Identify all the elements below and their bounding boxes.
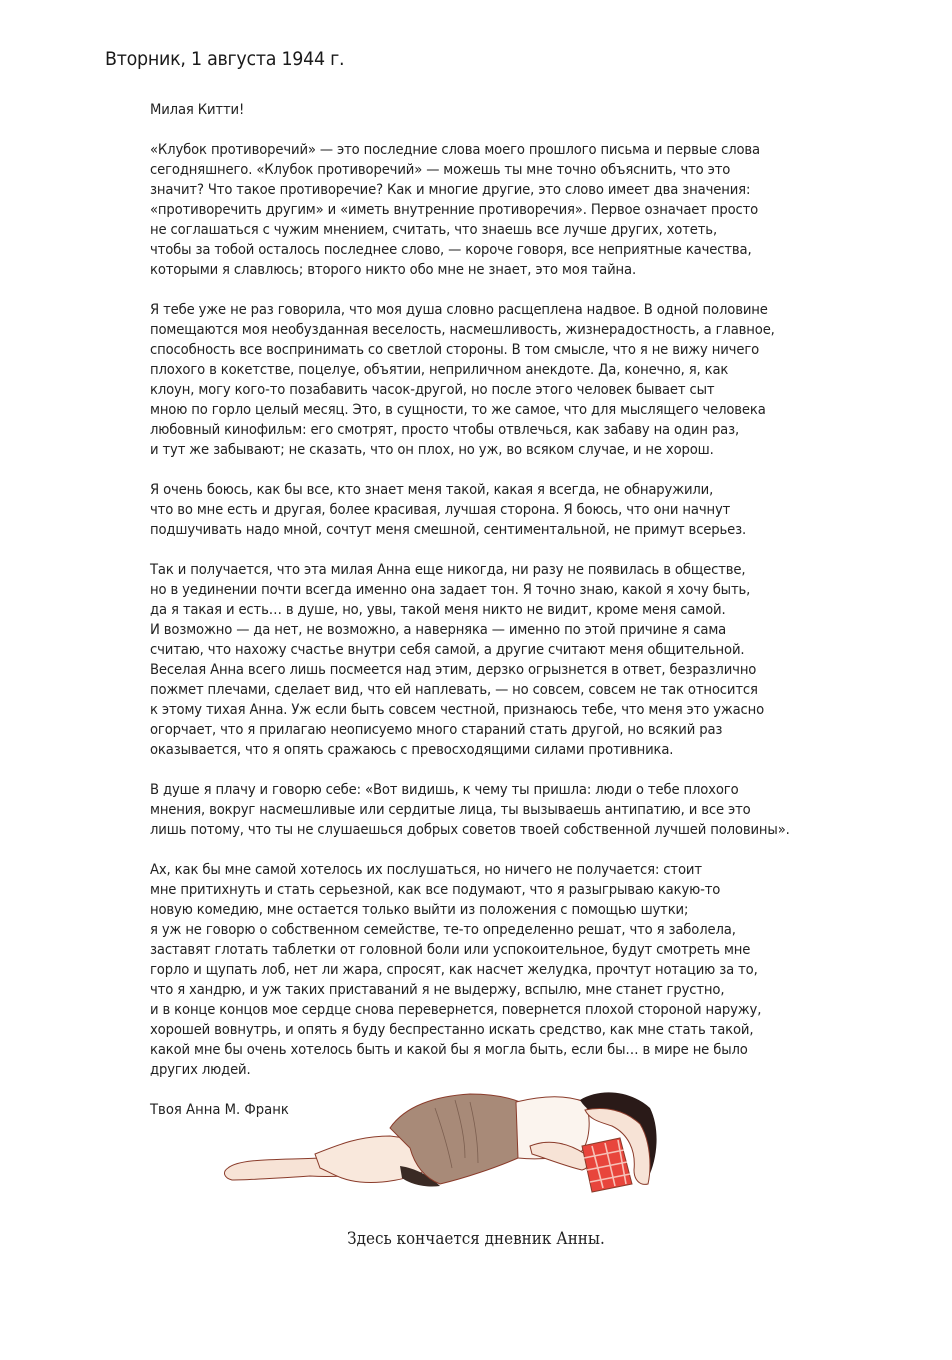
text-line: чтобы за тобой осталось последнее слово, — короче говоря, все неприятные качества, [150,242,752,258]
text-line: мне притихнуть и стать серьезной, как все подумают, что я разыгрываю какую-то [150,882,721,898]
text-line: не соглашаться с чужим мнением, считать, что знаешь все лучше других, хотеть, [150,222,718,238]
text-line: но в уединении почти всегда именно она задает тон. Я точно знаю, какой я хочу быть, [150,582,751,598]
text-line: других людей. [150,1062,251,1078]
text-line: И возможно — да нет, не возможно, а наверняка — именно по этой причине я сама [150,622,727,638]
text-line: В душе я плачу и говорю себе: «Вот видишь, к чему ты пришла: люди о тебе плохого [150,782,739,798]
text-line: плохого в кокетстве, поцелуе, объятии, неприличном анекдоте. Да, конечно, я, как [150,362,729,378]
salutation: Милая Китти! [150,102,245,118]
text-line: к этому тихая Анна. Уж если быть совсем честной, признаюсь тебе, что меня это ужасно [150,702,765,718]
text-line: что я хандрю, и уж таких приставаний я не выдержу, вспылю, мне станет грустно, [150,982,725,998]
text-line: огорчает, что я прилагаю неописуемо много стараний стать другой, но всякий раз [150,722,723,738]
text-line: какой мне бы очень хотелось быть и какой бы я могла быть, если бы… в мире не было [150,1042,748,1058]
letter-paragraphs [150,140,850,1080]
text-line: Веселая Анна всего лишь посмеется над этим, дерзко огрызнется в ответ, безразлично [150,662,757,678]
text-line: хорошей вовнутрь, и опять я буду беспрестанно искать средство, как мне стать такой, [150,1022,754,1038]
text-line: которыми я славлюсь; второго никто обо мне не знает, это моя тайна. [150,262,636,278]
text-line: Ах, как бы мне самой хотелось их послушаться, но ничего не получается: стоит [150,862,702,878]
letter-body [150,100,850,1100]
text-line: считаю, что нахожу счастье внутри себя самой, а другие считают меня общительной. [150,642,745,658]
entry-date-heading: Вторник, 1 августа 1944 г. [105,48,345,70]
text-line: я уж не говорю о собственном семействе, те-то определенно решат, что я заболела, [150,922,736,938]
signature: Твоя Анна М. Франк [150,1102,289,1118]
letter-paragraph [150,560,850,760]
text-line: пожмет плечами, сделает вид, что ей наплевать, — но совсем, совсем не так относится [150,682,758,698]
text-line: сегодняшнего. «Клубок противоречий» — можешь ты мне точно объяснить, что это [150,162,731,178]
text-line: Я тебе уже не раз говорила, что моя душа словно расщеплена надвое. В одной половине [150,302,768,318]
text-line: Я очень боюсь, как бы все, кто знает меня такой, какая я всегда, не обнаружили, [150,482,714,498]
diary-book [582,1138,632,1192]
text-line: горло и щупать лоб, нет ли жара, спросят, как насчет желудка, прочтут нотацию за то, [150,962,758,978]
text-line: помещаются моя необузданная веселость, насмешливость, жизнерадостность, а главное, [150,322,775,338]
text-line: способность все воспринимать со светлой стороны. В том смысле, что я не вижу ничего [150,342,760,358]
text-line: подшучивать надо мной, сочтут меня смешной, сентиментальной, не примут всерьез. [150,522,747,538]
text-line: и в конце концов мое сердце снова перевернется, повернется плохой стороной наружу, [150,1002,762,1018]
letter-paragraph [150,480,850,540]
letter-paragraph [150,860,850,1080]
text-line: да я такая и есть… в душе, но, увы, такой меня никто не видит, кроме меня самой. [150,602,726,618]
letter-paragraph [150,140,850,280]
girl-reading-illustration [220,1088,680,1198]
text-line: оказывается, что я опять сражаюсь с превосходящими силами противника. [150,742,674,758]
text-line: что во мне есть и другая, более красивая, лучшая сторона. Я боюсь, что они начнут [150,502,731,518]
text-line: любовный кинофильм: его смотрят, просто чтобы отвлечься, как забаву на один раз, [150,422,740,438]
letter-paragraph [150,300,850,460]
text-line: Так и получается, что эта милая Анна еще никогда, ни разу не появилась в обществе, [150,562,746,578]
text-line: лишь потому, что ты не слушаешься добрых советов твоей собственной лучшей половины». [150,822,790,838]
text-line: клоун, могу кого-то позабавить часок-другой, но после этого человек бывает сыт [150,382,715,398]
text-line: мною по горло целый месяц. Это, в сущности, то же самое, что для мыслящего человека [150,402,766,418]
text-line: значит? Что такое противоречие? Как и многие другие, это слово имеет два значения: [150,182,751,198]
text-line: заставят глотать таблетки от головной боли или успокоительное, будут смотреть мне [150,942,751,958]
text-line: мнения, вокруг насмешливые или сердитые лица, ты вызываешь антипатию, и все это [150,802,751,818]
letter-paragraph [150,780,850,840]
diary-end-caption: Здесь кончается дневник Анны. [347,1229,605,1248]
text-line: новую комедию, мне остается только выйти из положения с помощью шутки; [150,902,689,918]
text-line: «противоречить другим» и «иметь внутренние противоречия». Первое означает просто [150,202,759,218]
text-line: и тут же забывают; не сказать, что он плох, но уж, во всяком случае, и не хорош. [150,442,714,458]
text-line: «Клубок противоречий» — это последние слова моего прошлого письма и первые слова [150,142,761,158]
